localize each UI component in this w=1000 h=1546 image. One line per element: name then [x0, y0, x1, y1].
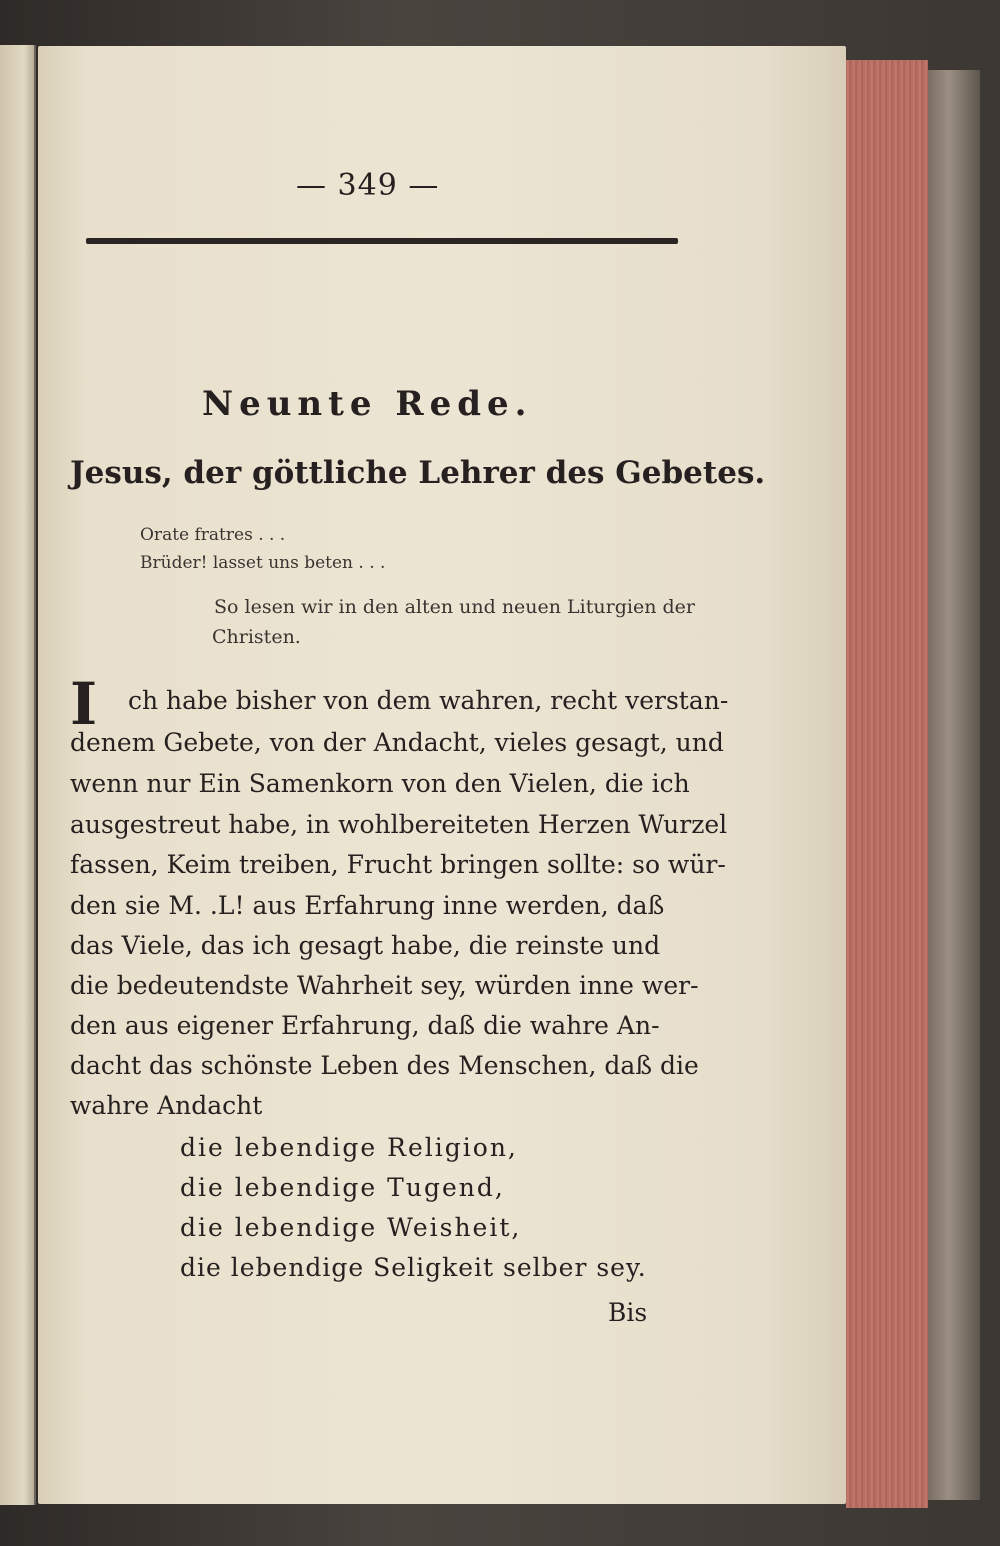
body-line: fassen, Keim treiben, Frucht bringen sollte: so wür- [70, 850, 726, 879]
catchword: Bis [608, 1298, 648, 1327]
page-number: — 349 — [296, 168, 440, 203]
verse-line: die lebendige Religion, [180, 1133, 518, 1162]
body-line: das Viele, das ich gesagt habe, die reinste und [70, 931, 661, 960]
header-rule [86, 238, 678, 244]
verse-line: die lebendige Weisheit, [180, 1213, 522, 1242]
body-line: denem Gebete, von der Andacht, vieles gesagt, und [70, 728, 724, 757]
drop-cap: I [70, 670, 98, 738]
cover-edge [928, 70, 980, 1500]
motto-latin: Orate fratres . . . [140, 525, 286, 545]
body-line: wahre Andacht [70, 1091, 263, 1120]
chapter-subtitle: Jesus, der göttliche Lehrer des Gebetes. [70, 455, 766, 491]
chapter-title: Neunte Rede. [202, 384, 533, 424]
body-line: den sie M. .L! aus Erfahrung inne werden, daß [70, 891, 665, 920]
body-line: ch habe bisher von dem wahren, recht verstan- [128, 686, 729, 715]
source-note-line: So lesen wir in den alten und neuen Liturgien der [214, 596, 695, 618]
left-page-edge [0, 45, 36, 1505]
body-line: ausgestreut habe, in wohlbereiteten Herzen Wurzel [70, 810, 728, 839]
motto-german: Brüder! lasset uns beten . . . [140, 553, 386, 573]
verse-line: die lebendige Tugend, [180, 1173, 505, 1202]
body-line: den aus eigener Erfahrung, daß die wahre An- [70, 1011, 660, 1040]
body-line: dacht das schönste Leben des Menschen, daß die [70, 1051, 699, 1080]
body-line: wenn nur Ein Samenkorn von den Vielen, die ich [70, 769, 690, 798]
source-note-line: Christen. [212, 626, 301, 648]
verse-line: die lebendige Seligkeit selber sey. [180, 1253, 647, 1282]
body-line: die bedeutendste Wahrheit sey, würden inne wer- [70, 971, 699, 1000]
page-edges [846, 60, 928, 1508]
